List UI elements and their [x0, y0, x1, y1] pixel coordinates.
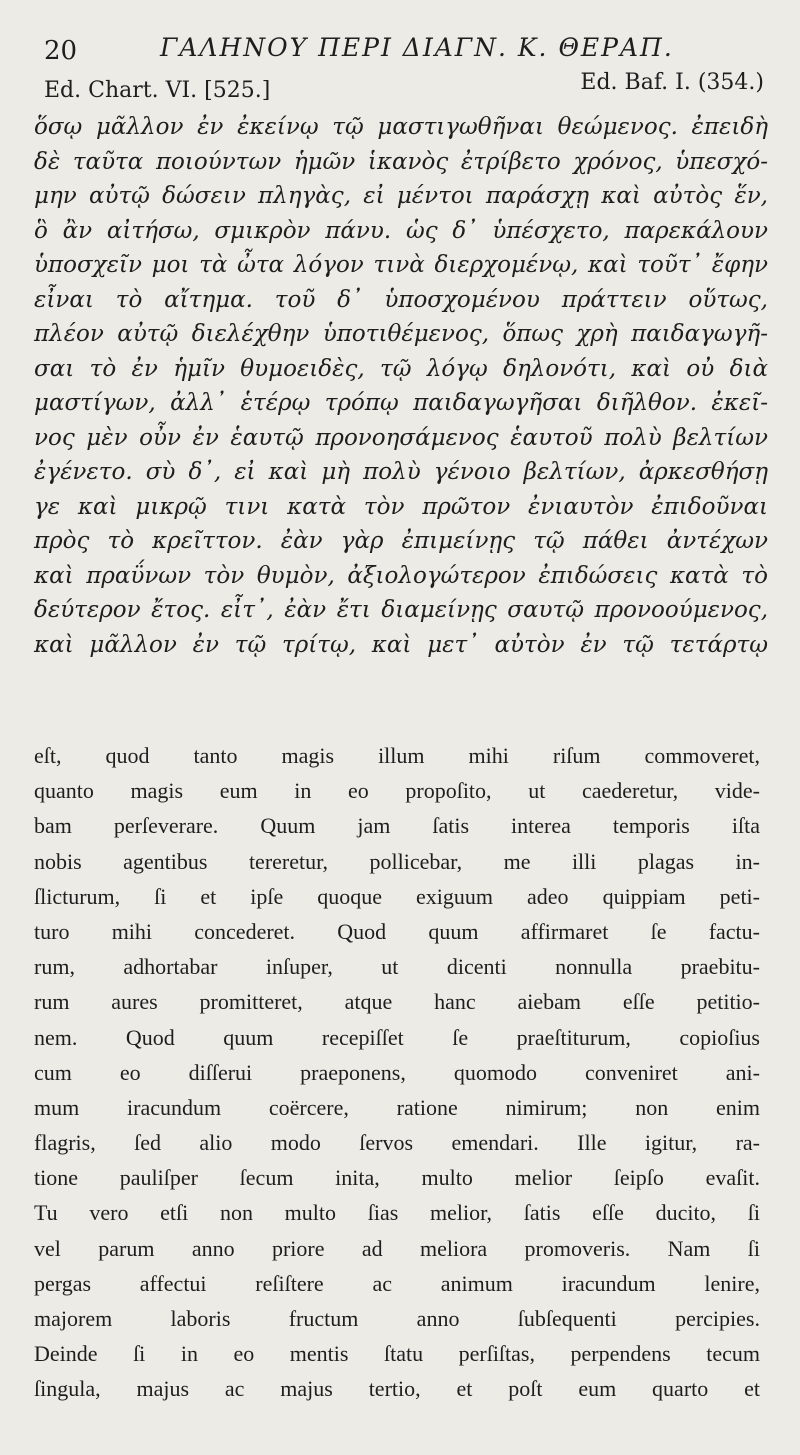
greek-text-line: εἶναι τὸ αἴτημα. τοῦ δ᾽ ὑποσχομένου πράττειν οὕτως, [34, 286, 768, 313]
latin-text-line: Deinde ſi in eo mentis ſtatu perſiſtas, perpendens tecum [34, 1341, 760, 1367]
greek-text-line: γε καὶ μικρῷ τινι κατὰ τὸν πρῶτον ἐνιαυτὸν ἐπιδοῦναι [34, 493, 768, 520]
latin-text-line: tione pauliſper ſecum inita, multo melior ſeipſo evaſit. [34, 1165, 760, 1191]
greek-text-line: δὲ ταῦτα ποιούντων ἡμῶν ἱκανὸς ἐτρίβετο χρόνος, ὑπεσχό- [34, 148, 768, 175]
greek-text-line: ἐγένετο. σὺ δ᾽, εἰ καὶ μὴ πολὺ γένοιο βελτίων, ἀρκεσθήσῃ [34, 459, 768, 485]
latin-text-line: pergas affectui reſiſtere ac animum iracundum lenire, [34, 1270, 760, 1296]
edition-reference-left: Ed. Chart. VI. [525.] [44, 78, 271, 103]
running-title: ΓΑΛΗΝΟΥ ΠΕΡΙ ΔΙΑΓΝ. Κ. ΘΕΡΑΠ. [160, 33, 674, 62]
latin-text-line: eſt, quod tanto magis illum mihi riſum commoveret, [34, 743, 760, 768]
latin-text-line: ſlicturum, ſi et ipſe quoque exiguum adeo quippiam peti- [34, 883, 760, 909]
greek-text-block [34, 110, 768, 662]
greek-text-line: ὑποσχεῖν μοι τὰ ὦτα λόγον τινὰ διερχομένῳ, καὶ τοῦτ᾽ ἔφην [34, 252, 768, 278]
latin-text-line: turo mihi concederet. Quod quum affirmaret ſe factu- [34, 918, 760, 944]
greek-text-line: καὶ μᾶλλον ἐν τῷ τρίτῳ, καὶ μετ᾽ αὐτὸν ἐν τῷ τετάρτῳ [34, 631, 768, 658]
latin-text-line: nem. Quod quum recepiſſet ſe praeſtiturum, copioſius [34, 1024, 760, 1050]
latin-text-line: quanto magis eum in eo propoſito, ut caederetur, vide- [34, 778, 760, 804]
latin-text-line: mum iracundum coërcere, ratione nimirum; non enim [34, 1094, 760, 1120]
greek-text-line: δεύτερον ἔτος. εἶτ᾽, ἐὰν ἔτι διαμείνῃς σαυτῷ προνοούμενος, [34, 597, 768, 623]
greek-text-line: ὅσῳ μᾶλλον ἐν ἐκείνῳ τῷ μαστιγωθῆναι θεώμενος. ἐπειδὴ [34, 114, 768, 140]
latin-text-line: rum aures promitteret, atque hanc aiebam eſſe petitio- [34, 989, 760, 1015]
latin-text-line: bam perſeverare. Quum jam ſatis interea temporis iſta [34, 813, 760, 839]
greek-text-line: πρὸς τὸ κρεῖττον. ἐὰν γὰρ ἐπιμείνῃς τῷ πάθει ἀντέχων [34, 528, 768, 554]
page-number: 20 [44, 36, 78, 66]
edition-reference-right: Ed. Baf. I. (354.) [580, 70, 764, 95]
greek-text-line: σαι τὸ ἐν ἡμῖν θυμοειδὲς, τῷ λόγῳ δηλονότι, καὶ οὐ διὰ [34, 355, 768, 382]
greek-text-line: μαστίγων, ἀλλ᾽ ἑτέρῳ τρόπῳ παιδαγωγῆσαι διῆλθον. ἐκεῖ- [34, 390, 768, 416]
latin-text-line: flagris, ſed alio modo ſervos emendari. Ille igitur, ra- [34, 1130, 760, 1156]
latin-text-line: Tu vero etſi non multo ſias melior, ſatis eſſe ducito, ſi [34, 1200, 760, 1226]
latin-text-line: majorem laboris fructum anno ſubſequenti percipies. [34, 1306, 760, 1331]
greek-text-line: ὃ ἂν αἰτήσω, σμικρὸν πάνυ. ὡς δ᾽ ὑπέσχετο, παρεκάλουν [34, 217, 768, 244]
latin-text-line: ſingula, majus ac majus tertio, et poſt eum quarto et [34, 1376, 760, 1402]
latin-text-block [34, 738, 760, 1407]
latin-text-line: rum, adhortabar inſuper, ut dicenti nonnulla praebitu- [34, 954, 760, 980]
latin-text-line: nobis agentibus tereretur, pollicebar, me illi plagas in- [34, 848, 760, 874]
latin-text-line: cum eo diſſerui praeponens, quomodo conveniret ani- [34, 1059, 760, 1085]
greek-text-line: μην αὐτῷ δώσειν πληγὰς, εἰ μέντοι παράσχῃ καὶ αὐτὸς ἕν, [34, 183, 768, 209]
greek-text-line: πλέον αὐτῷ διελέχθην ὑποτιθέμενος, ὅπως χρὴ παιδαγωγῆ- [34, 321, 768, 347]
greek-text-line: νος μὲν οὖν ἐν ἑαυτῷ προνοησάμενος ἑαυτοῦ πολὺ βελτίων [34, 424, 768, 451]
latin-text-line: vel parum anno priore ad meliora promoveris. Nam ſi [34, 1235, 760, 1261]
greek-text-line: καὶ πραΰνων τὸν θυμὸν, ἀξιολογώτερον ἐπιδώσεις κατὰ τὸ [34, 562, 768, 589]
